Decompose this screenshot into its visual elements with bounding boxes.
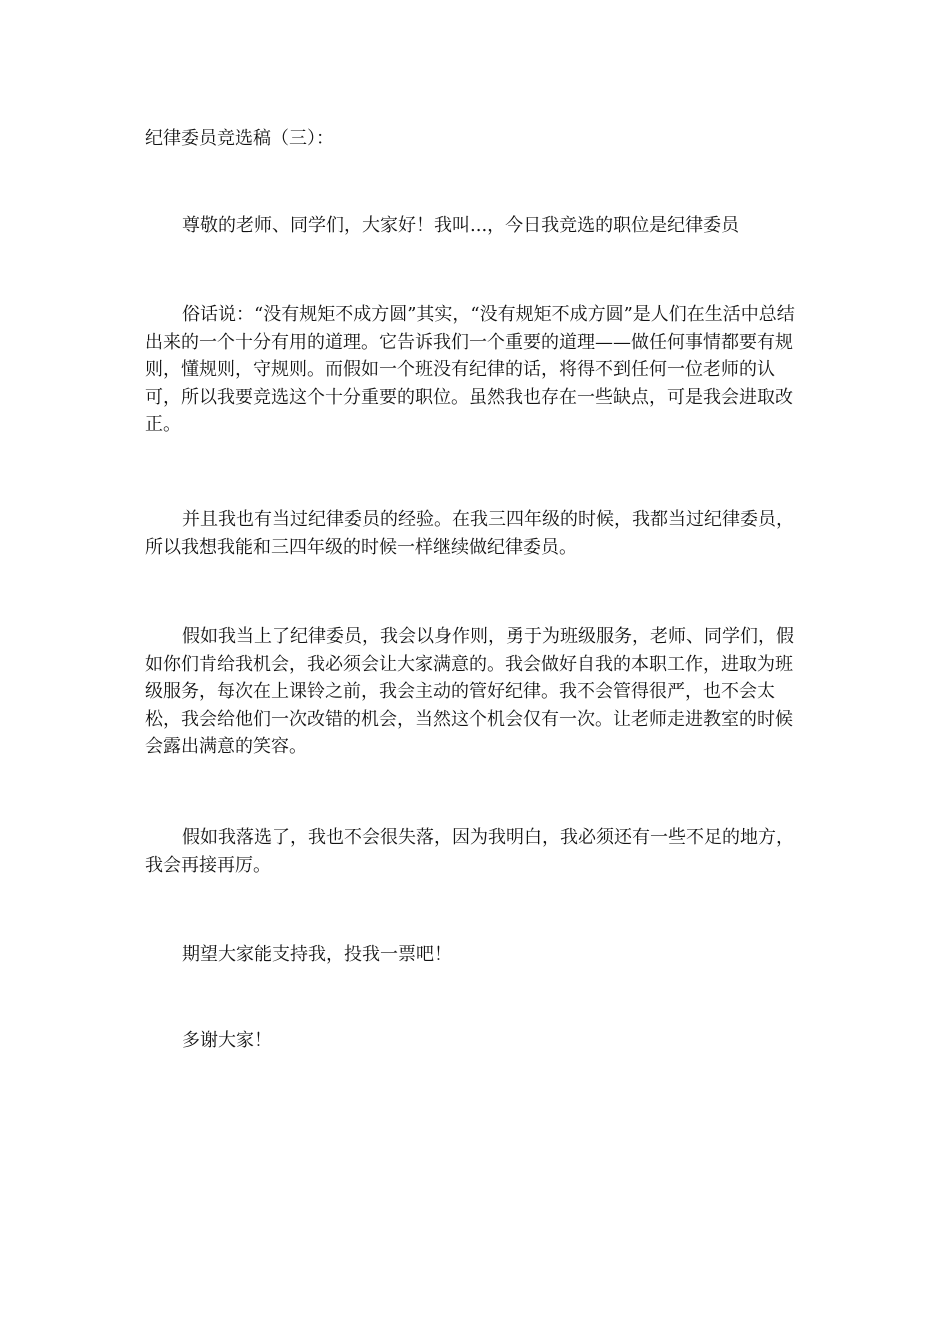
paragraph-experience: 并且我也有当过纪律委员的经验。在我三四年级的时候，我都当过纪律委员，所以我想我能和三四年级的时候一样继续做纪律委员。	[145, 509, 794, 558]
document-title: 纪律委员竞选稿（三）：	[145, 128, 334, 149]
paragraph-if-lose: 假如我落选了，我也不会很失落，因为我明白，我必须还有一些不足的地方，我会再接再厉。	[145, 827, 794, 876]
paragraph-request-vote: 期望大家能支持我，投我一票吧！	[182, 944, 452, 965]
paragraph-greeting: 尊敬的老师、同学们，大家好！我叫...，今日我竞选的职位是纪律委员	[182, 215, 740, 236]
paragraph-thanks: 多谢大家！	[182, 1030, 272, 1051]
paragraph-proverb: 俗话说：“没有规矩不成方圆”其实，“没有规矩不成方圆”是人们在生活中总结出来的一个十分有用的道理。它告诉我们一个重要的道理——做任何事情都要有规则，懂规则，守规则。而假如一个班没有纪律的话，将得不到任何一位老师的认可，所以我要竞选这个十分重要的职位。虽然我也存在一些缺点，可是我会进取改正。	[145, 304, 795, 435]
paragraph-promise: 假如我当上了纪律委员，我会以身作则，勇于为班级服务，老师、同学们，假如你们肯给我机会，我必须会让大家满意的。我会做好自我的本职工作，进取为班级服务，每次在上课铃之前，我会主动的管好纪律。我不会管得很严，也不会太松，我会给他们一次改错的机会，当然这个机会仅有一次。让老师走进教室的时候会露出满意的笑容。	[145, 626, 794, 757]
